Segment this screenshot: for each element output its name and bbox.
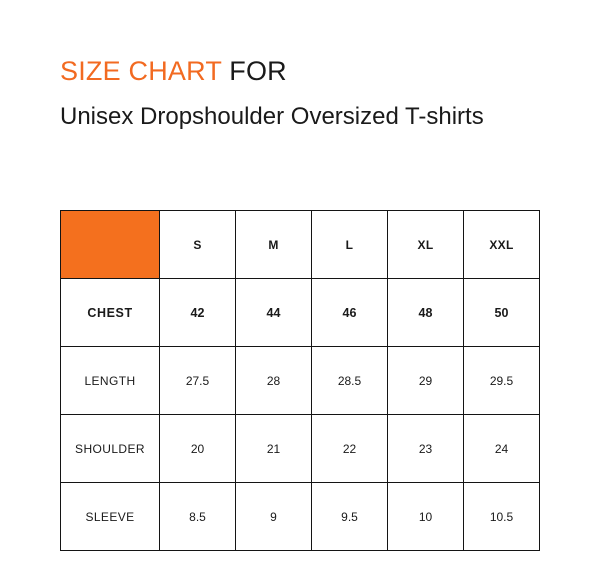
cell-length-m: 28 <box>236 347 312 415</box>
cell-sleeve-xl: 10 <box>388 483 464 551</box>
cell-sleeve-m: 9 <box>236 483 312 551</box>
table-row <box>61 483 540 551</box>
cell-length-s: 27.5 <box>160 347 236 415</box>
size-header-s: S <box>160 211 236 279</box>
table-corner-cell <box>61 211 160 279</box>
page-title <box>60 54 560 88</box>
row-label-shoulder: SHOULDER <box>61 415 160 483</box>
cell-chest-m: 44 <box>236 279 312 347</box>
page-title-accent: SIZE CHART <box>60 56 222 86</box>
cell-shoulder-xl: 23 <box>388 415 464 483</box>
table-row <box>61 279 540 347</box>
cell-length-xl: 29 <box>388 347 464 415</box>
cell-length-l: 28.5 <box>312 347 388 415</box>
size-header-xl: XL <box>388 211 464 279</box>
cell-chest-s: 42 <box>160 279 236 347</box>
table-row <box>61 347 540 415</box>
cell-shoulder-s: 20 <box>160 415 236 483</box>
cell-sleeve-l: 9.5 <box>312 483 388 551</box>
cell-shoulder-xxl: 24 <box>464 415 540 483</box>
cell-length-xxl: 29.5 <box>464 347 540 415</box>
row-label-length: LENGTH <box>61 347 160 415</box>
size-chart-table-wrapper <box>60 210 539 551</box>
row-label-sleeve: SLEEVE <box>61 483 160 551</box>
table-header-row <box>61 211 540 279</box>
page-subtitle: Unisex Dropshoulder Oversized T-shirts <box>60 103 484 130</box>
cell-chest-xl: 48 <box>388 279 464 347</box>
cell-chest-l: 46 <box>312 279 388 347</box>
heading-block <box>60 54 560 132</box>
size-header-xxl: XXL <box>464 211 540 279</box>
size-header-m: M <box>236 211 312 279</box>
cell-sleeve-s: 8.5 <box>160 483 236 551</box>
page-title-rest: FOR <box>221 56 287 86</box>
size-header-l: L <box>312 211 388 279</box>
cell-shoulder-m: 21 <box>236 415 312 483</box>
table-row <box>61 415 540 483</box>
size-chart-table <box>60 210 540 551</box>
cell-sleeve-xxl: 10.5 <box>464 483 540 551</box>
row-label-chest: CHEST <box>61 279 160 347</box>
cell-shoulder-l: 22 <box>312 415 388 483</box>
cell-chest-xxl: 50 <box>464 279 540 347</box>
